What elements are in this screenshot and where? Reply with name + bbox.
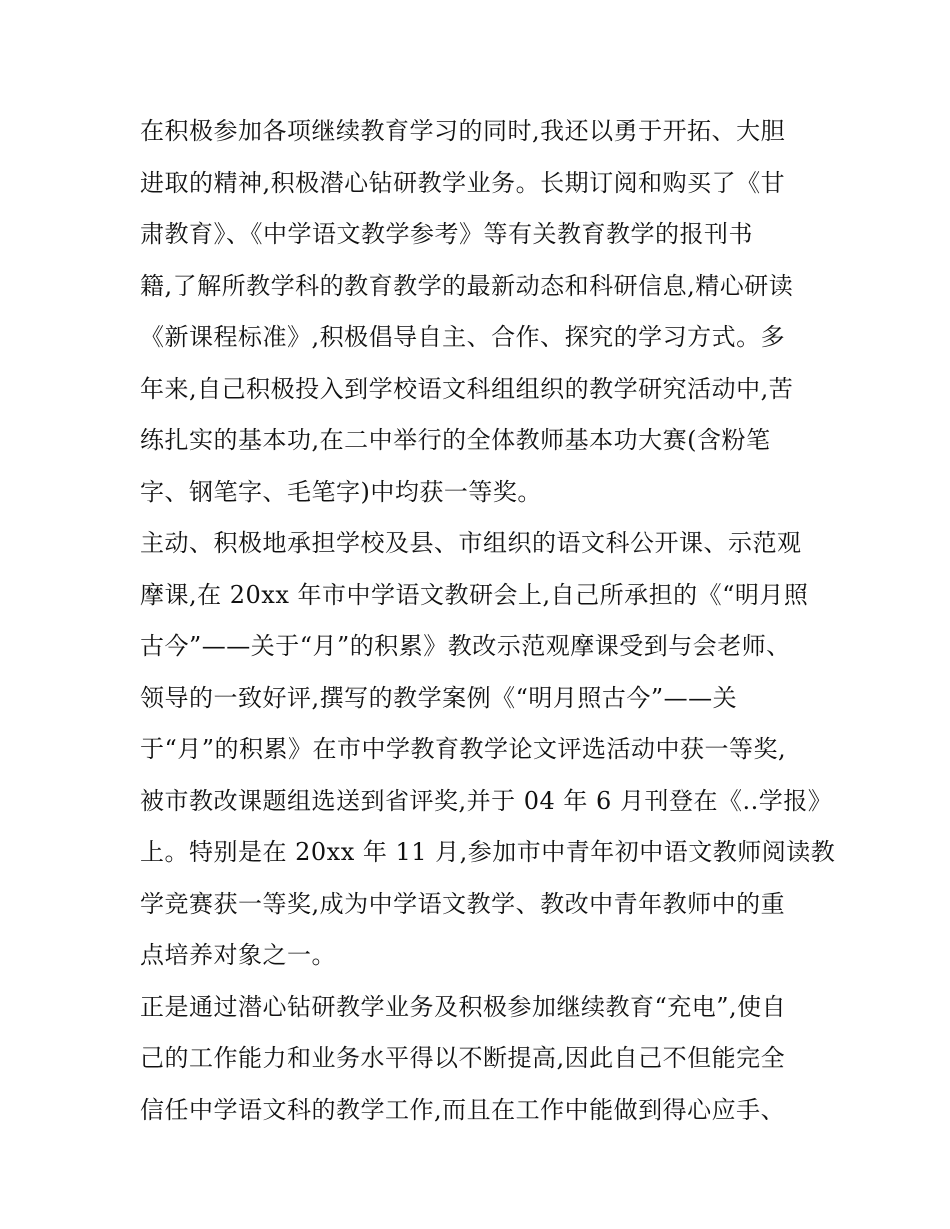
text-line-17: 点培养对象之一。 <box>140 941 336 969</box>
text-line-15: 上。特别是在 20xx 年 11 月,参加市中青年初中语文教师阅读教 <box>140 838 836 866</box>
text-line-8: 字、钢笔字、毛笔字)中均获一等奖。 <box>140 477 542 506</box>
text-line-3: 肃教育》、《中学语文教学参考》等有关教育教学的报刊书 <box>140 220 753 248</box>
text-line-20: 信任中学语文科的教学工作,而且在工作中能做到得心应手、 <box>140 1095 786 1124</box>
text-line-6: 年来,自己积极投入到学校语文科组组织的教学研究活动中,苦 <box>140 374 794 403</box>
text-line-2: 进取的精神,积极潜心钻研教学业务。长期订阅和购买了《甘 <box>140 168 786 197</box>
text-line-19: 己的工作能力和业务水平得以不断提高,因此自己不但能完全 <box>140 1044 786 1072</box>
text-line-10: 摩课,在 20xx 年市中学语文教研会上,自己所承担的《“明月照 <box>140 580 809 609</box>
text-line-9: 主动、积极地承担学校及县、市组织的语文科公开课、示范观 <box>140 529 802 557</box>
text-line-5: 《新课程标准》,积极倡导自主、合作、探究的学习方式。多 <box>140 323 786 351</box>
text-line-13: 于“月”的积累》在市中学教育教学论文评选活动中获一等奖, <box>140 735 787 763</box>
text-line-11: 古今”——关于“月”的积累》教改示范观摩课受到与会老师、 <box>140 632 791 660</box>
text-line-18: 正是通过潜心钻研教学业务及积极参加继续教育“充电”,使自 <box>140 992 787 1021</box>
body-text <box>140 106 836 1136</box>
text-line-12: 领导的一致好评,撰写的教学案例《“明月照古今”——关 <box>140 683 738 712</box>
text-line-14: 被市教改课题组选送到省评奖,并于 04 年 6 月刊登在《..学报》 <box>140 786 833 815</box>
text-line-7: 练扎实的基本功,在二中举行的全体教师基本功大赛(含粉笔 <box>140 426 771 454</box>
text-line-1: 在积极参加各项继续教育学习的同时,我还以勇于开拓、大胆 <box>140 117 786 145</box>
text-line-16: 学竞赛获一等奖,成为中学语文教学、教改中青年教师中的重 <box>140 889 786 918</box>
text-line-4: 籍,了解所教学科的教育教学的最新动态和科研信息,精心研读 <box>140 271 794 300</box>
